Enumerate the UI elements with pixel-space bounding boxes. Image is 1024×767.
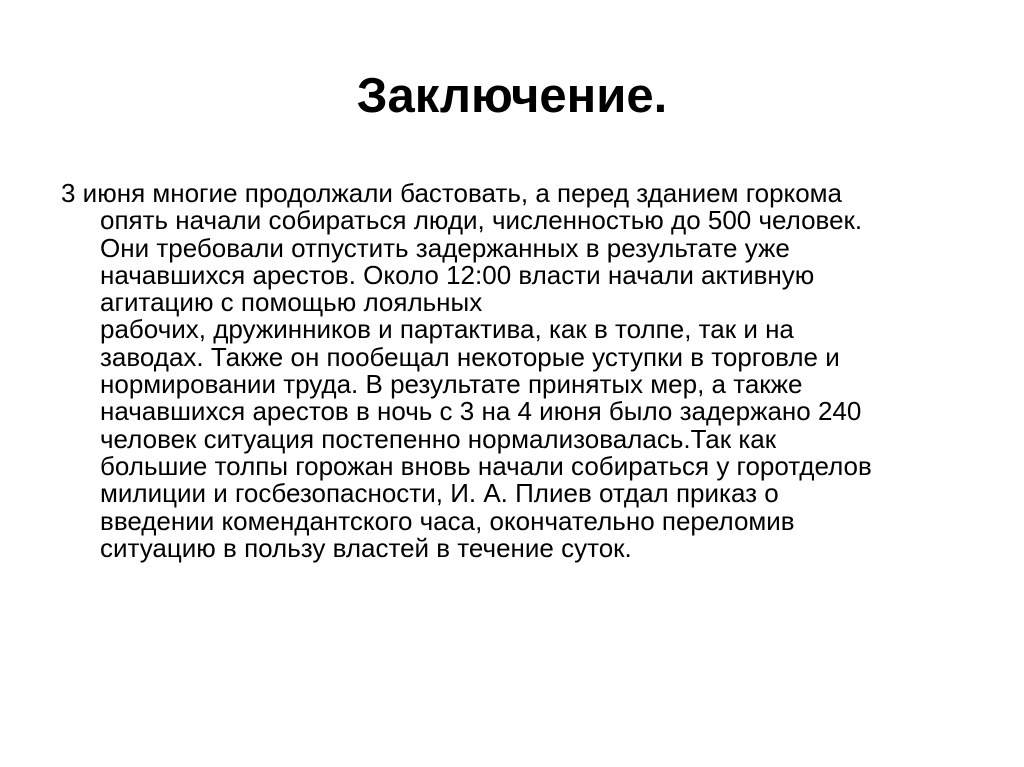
body-line: Они требовали отпустить задержанных в результате уже [100, 232, 790, 263]
body-line: заводах. Также он пообещал некоторые уступки в торговле и [100, 341, 840, 372]
slide-body-text [61, 180, 961, 562]
body-line: опять начали собираться люди, численностью до 500 человек. [100, 205, 863, 236]
body-line: рабочих, дружинников и партактива, как в толпе, так и на [100, 314, 794, 345]
body-line: агитацию с помощью лояльных [100, 287, 483, 318]
body-line: начавшихся арестов. Около 12:00 власти начали активную [100, 259, 815, 290]
body-line: милиции и госбезопасности, И. А. Плиев отдал приказ о [100, 478, 779, 509]
slide-title: Заключение. [356, 69, 668, 123]
body-line: большие толпы горожан вновь начали собираться у горотделов [100, 450, 872, 481]
body-line: введении комендантского часа, окончательно переломив [100, 505, 795, 536]
body-line: человек ситуация постепенно нормализовалась.Так как [100, 423, 777, 454]
body-line: 3 июня многие продолжали бастовать, а перед зданием горкома [61, 178, 843, 208]
body-line: ситуацию в пользу властей в течение суток. [100, 532, 632, 563]
body-line: нормировании труда. В результате принятых мер, а также [100, 369, 803, 400]
body-line: начавшихся арестов в ночь с 3 на 4 июня было задержано 240 [100, 396, 862, 427]
